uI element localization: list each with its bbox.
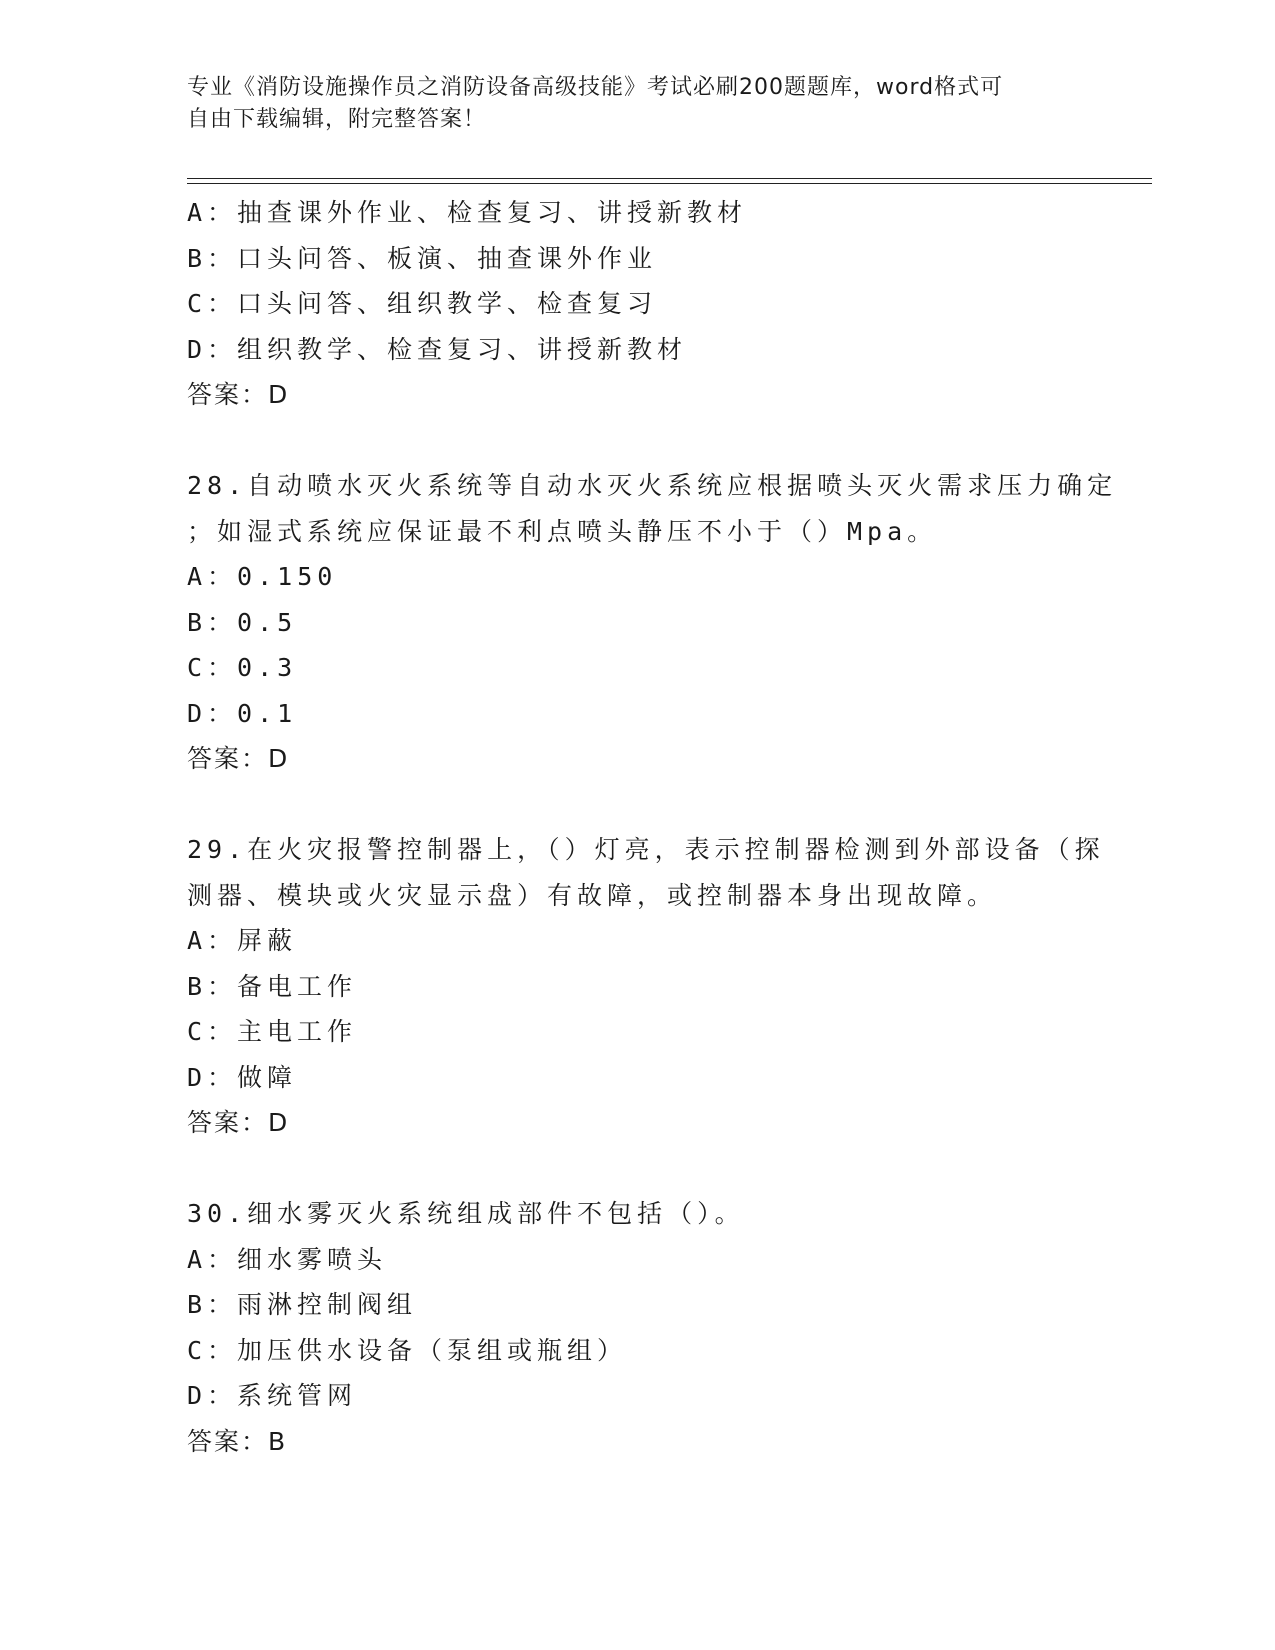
answer: 答案：D (187, 744, 290, 773)
spacer (187, 418, 1087, 464)
option-b: B：雨淋控制阀组 (187, 1290, 418, 1319)
option-b: B：备电工作 (187, 971, 358, 1001)
document-header (187, 72, 1067, 136)
answer: 答案：B (187, 1426, 288, 1456)
question-text-line-1: 30.细水雾灭火系统组成部件不包括（）。 (187, 1199, 745, 1228)
header-divider-top (187, 178, 1152, 179)
option-a: A：0.150 (187, 562, 338, 591)
option-c: C：主电工作 (187, 1017, 358, 1046)
question-30 (187, 1191, 1087, 1464)
question-text-line-2: 测器、模块或火灾显示盘）有故障，或控制器本身出现故障。 (187, 880, 998, 910)
option-c: C：加压供水设备（泵组或瓶组） (187, 1335, 628, 1365)
option-d: D：系统管网 (187, 1381, 358, 1410)
header-line-1: 专业《消防设施操作员之消防设备高级技能》考试必刷200题题库，word格式可 (187, 75, 1004, 100)
option-b: B：口头问答、板演、抽查课外作业 (187, 243, 658, 273)
option-a: A：抽查课外作业、检查复习、讲授新教材 (187, 198, 748, 227)
header-line-2: 自由下载编辑，附完整答案！ (187, 107, 487, 132)
header-divider-bottom (187, 183, 1152, 184)
option-c: C：0.3 (187, 653, 298, 682)
question-text-line-1: 28.自动喷水灭火系统等自动水灭火系统应根据喷头灭火需求压力确定 (187, 471, 1118, 500)
answer: 答案：D (187, 1108, 290, 1137)
spacer (187, 1146, 1087, 1192)
question-27 (187, 190, 1087, 418)
answer: 答案：D (187, 380, 290, 409)
question-28 (187, 463, 1118, 782)
question-text-line-1: 29.在火灾报警控制器上，（）灯亮，表示控制器检测到外部设备（探 (187, 835, 1105, 864)
question-list (187, 190, 1118, 1464)
option-d: D：0.1 (187, 698, 298, 728)
option-d: D：组织教学、检查复习、讲授新教材 (187, 334, 688, 364)
option-a: A：屏蔽 (187, 926, 298, 955)
option-b: B：0.5 (187, 607, 298, 637)
question-29 (187, 827, 1105, 1146)
option-c: C：口头问答、组织教学、检查复习 (187, 289, 658, 318)
question-text-line-2: ；如湿式系统应保证最不利点喷头静压不小于（）Mpa。 (187, 516, 938, 546)
spacer (187, 782, 1087, 828)
option-a: A：细水雾喷头 (187, 1244, 388, 1274)
option-d: D：做障 (187, 1062, 298, 1092)
